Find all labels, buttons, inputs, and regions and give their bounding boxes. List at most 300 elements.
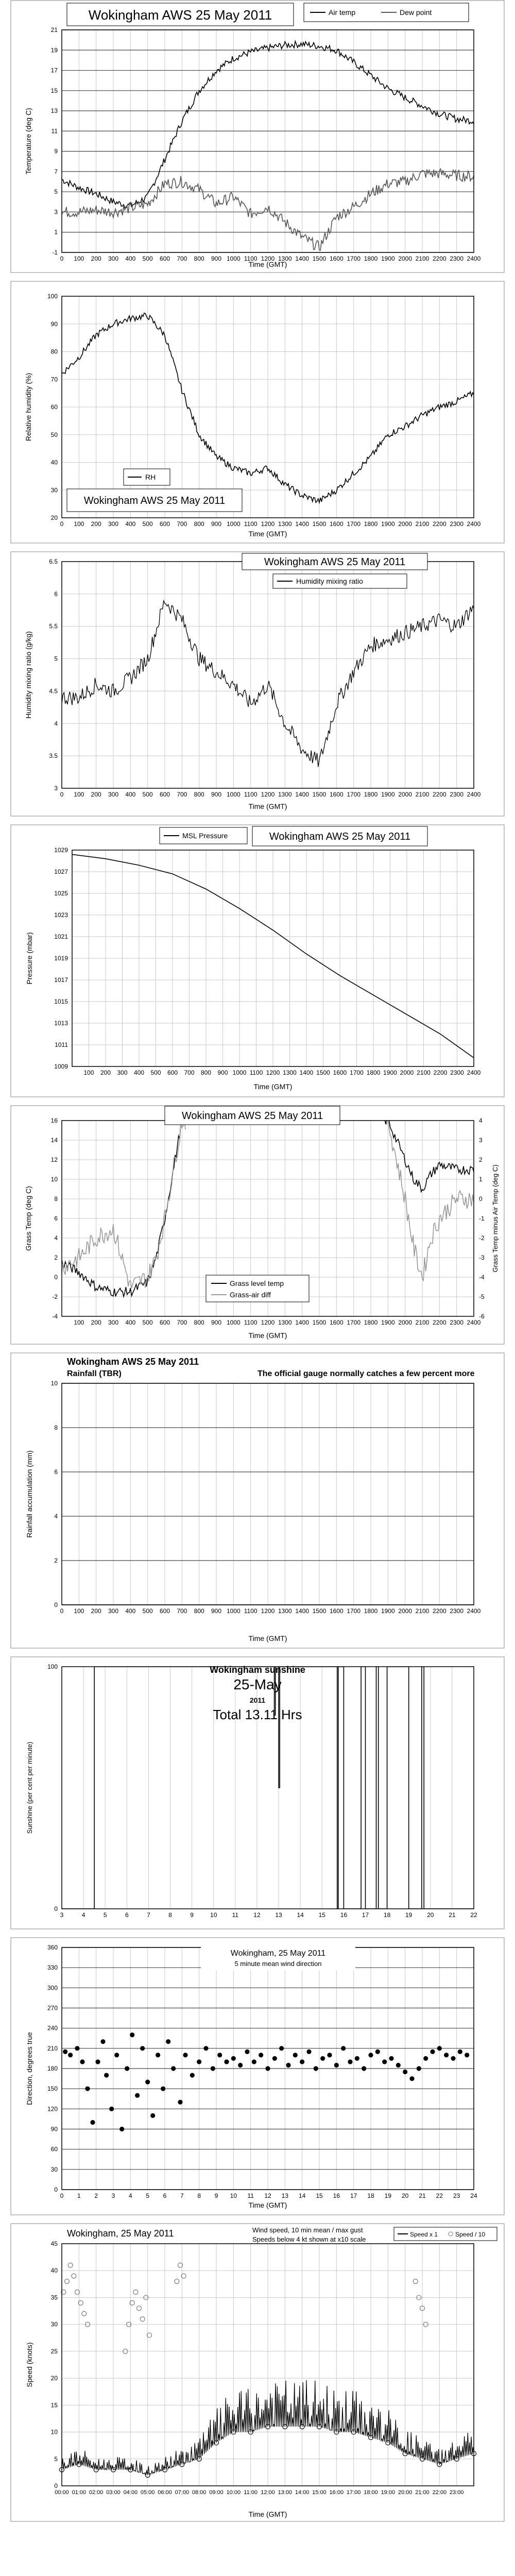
direction-point [115,2053,119,2057]
x-tick-label: 7 [180,2192,184,2199]
x-tick-label: 1100 [244,1319,258,1326]
x-tick-label: 22:00 [432,2489,447,2496]
x-tick-label: 2200 [432,1319,447,1326]
x-tick-label: 10 [230,2192,237,2199]
chart-frame [11,825,504,1097]
x-tick-label: 200 [91,520,101,528]
x-tick-label: 06:00 [158,2489,172,2496]
chart-frame [11,1106,504,1344]
x-tick-label: 700 [177,520,187,528]
x-tick-label: 0 [60,791,64,798]
y-tick-label: 35 [50,2294,58,2301]
x-tick-label: 14 [297,1911,304,1919]
x-tick-label: 2400 [467,255,481,262]
y2-tick-label: -5 [479,1293,485,1300]
direction-point [410,2077,414,2081]
x-tick-label: 5 [146,2192,150,2199]
x-tick-label: 9 [190,1911,194,1919]
x-tick-label: 8 [197,2192,201,2199]
x-tick-label: 2400 [467,1069,481,1076]
y-tick-label: 1023 [54,911,68,919]
x-tick-label: 16 [340,1911,348,1919]
direction-point [171,2066,176,2071]
x-tick-label: 900 [211,791,222,798]
x-tick-label: 2200 [433,1069,448,1076]
y-tick-label: 60 [50,403,58,411]
y-tick-label: 5.5 [49,622,58,630]
direction-point [300,2060,304,2064]
direction-point [280,2046,284,2050]
x-tick-label: 15 [318,1911,325,1919]
x-tick-label: 14 [298,2192,306,2199]
x-tick-label: 1700 [350,1069,364,1076]
x-tick-label: 1300 [278,255,292,262]
x-tick-label: 2000 [400,1069,414,1076]
x-tick-label: 6 [163,2192,167,2199]
y-tick-label: 210 [47,2044,58,2052]
x-tick-label: 400 [133,1069,145,1076]
y-axis-label: Rainfall accumulation (mm) [25,1450,33,1538]
y-tick-label: 1017 [54,976,68,984]
direction-point [328,2053,332,2057]
direction-point [348,2060,352,2064]
direction-point [245,2049,249,2054]
chart-title: Wokingham AWS 25 May 2011 [269,831,411,842]
x-axis-label: Time (GMT) [248,2510,287,2518]
y-tick-label: 1009 [54,1063,68,1070]
y-tick-label: 1021 [54,933,68,940]
x-tick-label: 2 [94,2192,98,2199]
y2-tick-label: -4 [479,1274,485,1281]
legend-label-rh: RH [145,473,156,481]
y-tick-label: 4 [54,720,58,727]
x-tick-label: 0 [60,520,64,528]
x-tick-label: 22 [470,1911,477,1919]
x-tick-label: 17:00 [346,2489,361,2496]
y-tick-label: 60 [50,2145,58,2153]
y-tick-label: 1025 [54,890,68,897]
x-tick-label: 2200 [432,1607,447,1615]
y-tick-label: 10 [50,2428,58,2436]
x-tick-label: 1300 [278,791,292,798]
x-tick-label: 13 [275,1911,282,1919]
chart-title: Wokingham, 25 May 2011 [230,1949,326,1958]
x-tick-label: 2300 [450,791,464,798]
x-tick-label: 1400 [299,1069,314,1076]
grass-temp-chart-panel [10,1105,505,1345]
direction-point [135,2093,140,2097]
x-tick-label: 1700 [347,1319,361,1326]
x-tick-label: 600 [159,255,170,262]
x-tick-label: 2200 [432,255,447,262]
wind-speed-chart-panel [10,2223,505,2522]
direction-point [101,2040,105,2044]
pressure-chart [10,824,505,1097]
y-tick-label: 3 [54,785,58,792]
x-tick-label: 800 [194,1319,204,1326]
x-tick-label: 800 [194,520,204,528]
y-tick-label: 15 [50,87,58,94]
direction-point [424,2056,428,2060]
x-tick-label: 1200 [261,791,275,798]
y2-tick-label: -3 [479,1254,485,1261]
x-tick-label: 200 [91,255,101,262]
y2-tick-label: 2 [479,1156,483,1163]
sunshine-total: Total 13.11 Hrs [213,1707,302,1722]
x-tick-label: 2100 [415,791,430,798]
y-tick-label: 4 [54,1513,58,1520]
x-tick-label: 2100 [415,255,430,262]
y-axis-label: Sunshine (per cent per minute) [26,1741,33,1834]
x-tick-label: 1300 [278,520,292,528]
y-axis-label: Relative humidity (%) [24,372,32,442]
x-tick-label: 1400 [295,791,310,798]
y-tick-label: 90 [50,320,58,328]
y-axis-label: Pressure (mbar) [25,932,33,985]
direction-point [125,2066,129,2071]
x-tick-label: 3 [60,1911,64,1919]
x-tick-label: 700 [177,255,187,262]
y-tick-label: 21 [50,26,58,33]
x-tick-label: 15 [316,2192,323,2199]
x-tick-label: 200 [91,1319,101,1326]
chart-subtitle: 25-May [233,1676,282,1692]
y-tick-label: 30 [50,486,58,494]
x-tick-label: 1900 [381,1319,395,1326]
x-tick-label: 20 [427,1911,434,1919]
x-tick-label: 1700 [347,255,361,262]
x-tick-label: 1900 [381,520,395,528]
x-tick-label: 2000 [398,520,413,528]
x-tick-label: 17 [350,2192,357,2199]
x-tick-label: 1200 [261,520,275,528]
y-tick-label: 330 [47,1964,58,1972]
direction-point [161,2087,165,2091]
x-tick-label: 1300 [278,1319,292,1326]
x-tick-label: 700 [177,791,187,798]
x-tick-label: 1200 [261,1319,275,1326]
sunshine-chart [10,1656,505,1929]
x-tick-label: 1400 [295,1607,310,1615]
x-tick-label: 1000 [226,1607,241,1615]
x-tick-label: 600 [159,1319,170,1326]
chart-note: Speeds below 4 kt shown at x10 scale [252,2235,366,2243]
direction-point [431,2049,435,2054]
x-tick-label: 1 [77,2192,81,2199]
direction-point [151,2113,155,2117]
y-tick-label: 16 [50,1117,58,1124]
direction-point [156,2053,160,2057]
x-tick-label: 1100 [244,520,258,528]
chart-subtitle: Rainfall (TBR) [67,1369,122,1378]
x-tick-label: 200 [100,1069,111,1076]
y2-tick-label: 3 [479,1137,483,1144]
y2-tick-label: 1 [479,1176,483,1183]
x-tick-label: 2300 [450,255,464,262]
y-tick-label: 0 [54,2186,58,2193]
x-tick-label: 1200 [266,1069,280,1076]
direction-point [80,2060,84,2064]
x-tick-label: 1800 [366,1069,381,1076]
direction-point [63,2049,67,2054]
x-tick-label: 7 [147,1911,150,1919]
x-tick-label: 1200 [261,1607,275,1615]
x-tick-label: 500 [142,255,153,262]
mixing-ratio-chart-panel [10,551,505,817]
y-tick-label: -2 [52,1293,58,1300]
direction-point [110,2107,114,2111]
x-tick-label: 21:00 [415,2489,430,2496]
chart-title: Wokingham AWS 25 May 2011 [67,1357,199,1367]
x-tick-label: 900 [211,1319,222,1326]
x-tick-label: 0 [60,2192,64,2199]
x-tick-label: 1400 [295,1319,310,1326]
direction-point [75,2046,79,2050]
direction-point [396,2063,400,2067]
x-tick-label: 300 [108,1319,119,1326]
x-tick-label: 22 [436,2192,443,2199]
y-tick-label: 20 [50,514,58,521]
direction-point [204,2046,208,2050]
x-tick-label: 1500 [312,1319,327,1326]
x-tick-label: 300 [117,1069,128,1076]
x-tick-label: 1500 [312,1607,327,1615]
x-tick-label: 1500 [316,1069,330,1076]
x-tick-label: 1100 [249,1069,263,1076]
direction-point [293,2053,297,2057]
x-tick-label: 11 [247,2192,254,2199]
y-tick-label: 12 [50,1156,58,1163]
x-tick-label: 2400 [467,791,481,798]
chart-title: Wokingham sunshine [210,1665,305,1675]
x-tick-label: 3 [111,2192,115,2199]
direction-point [166,2040,170,2044]
x-tick-label: 2000 [398,255,413,262]
sunshine-chart-panel [10,1656,505,1929]
x-axis-label: Time (GMT) [248,1331,287,1340]
chart-frame [11,1353,504,1648]
x-axis-label: Time (GMT) [253,1082,293,1091]
chart-frame [11,1938,504,2215]
wind-direction-chart [10,1937,505,2215]
chart-subtitle: Wind speed, 10 min mean / max gust [252,2226,363,2234]
x-tick-label: 1000 [226,520,241,528]
x-tick-label: 0 [60,255,64,262]
direction-point [211,2066,215,2071]
x-tick-label: 2200 [432,520,447,528]
x-tick-label: 700 [177,1607,187,1615]
x-tick-label: 100 [74,791,84,798]
grass-temperature-chart [10,1105,505,1345]
y-tick-label: 6 [54,590,58,598]
x-tick-label: 1600 [329,520,344,528]
direction-point [465,2053,469,2057]
x-tick-label: 2000 [398,1319,413,1326]
x-tick-label: 19 [384,2192,392,2199]
y-tick-label: 1 [54,228,58,236]
chart-title: Wokingham AWS 25 May 2011 [83,495,226,506]
legend-label-dew-point: Dew point [400,8,432,16]
legend-label-speed-div10: Speed / 10 [455,2231,486,2238]
y-tick-label: 270 [47,2004,58,2012]
legend-label-grass-level-temp: Grass level temp [230,1279,284,1287]
y-tick-label: 1027 [54,868,68,875]
direction-point [197,2060,201,2064]
x-tick-label: 300 [108,791,119,798]
x-tick-label: 700 [177,1319,187,1326]
x-tick-label: 16 [333,2192,340,2199]
y-tick-label: 20 [50,2375,58,2382]
x-tick-label: 1000 [226,791,241,798]
direction-point [178,2100,182,2104]
y-tick-label: 1011 [55,1041,68,1048]
chart-frame [11,552,504,816]
legend-label-grass-air-diff: Grass-air diff [230,1291,271,1299]
direction-point [238,2063,243,2067]
chart-year: 2011 [249,1696,266,1704]
x-tick-label: 400 [125,1319,136,1326]
x-tick-label: 400 [125,520,136,528]
direction-point [458,2049,462,2054]
x-tick-label: 1600 [329,1319,344,1326]
x-tick-label: 500 [150,1069,161,1076]
y-tick-label: 0 [54,1274,58,1281]
y-tick-label: 30 [50,2165,58,2173]
x-tick-label: 12:00 [261,2489,275,2496]
y-tick-label: 120 [47,2105,58,2113]
x-tick-label: 10 [210,1911,217,1919]
y2-axis-label: Grass Temp minus Air Temp (deg C) [491,1164,499,1273]
direction-point [389,2056,393,2060]
direction-point [286,2063,290,2067]
y-tick-label: 2 [54,1254,58,1261]
x-tick-label: 1700 [347,1607,361,1615]
y-tick-label: 0 [54,2482,58,2489]
x-tick-label: 13:00 [278,2489,293,2496]
x-tick-label: 15:00 [312,2489,327,2496]
y-tick-label: 50 [50,431,58,438]
x-tick-label: 300 [108,520,119,528]
x-tick-label: 23 [453,2192,460,2199]
x-tick-label: 400 [125,255,136,262]
pressure-chart-panel [10,824,505,1097]
x-tick-label: 600 [159,791,170,798]
y-tick-label: 5 [54,188,58,196]
x-tick-label: 900 [211,520,222,528]
x-tick-label: 14:00 [295,2489,310,2496]
y2-tick-label: 4 [479,1117,483,1124]
x-tick-label: 1100 [244,791,258,798]
direction-point [120,2127,124,2131]
x-tick-label: 1800 [364,255,378,262]
direction-point [141,2046,145,2050]
y-tick-label: 9 [54,147,58,155]
x-tick-label: 1600 [329,791,344,798]
x-tick-label: 300 [108,255,119,262]
x-tick-label: 400 [125,1607,136,1615]
direction-point [252,2060,256,2064]
legend-label-speed-x1: Speed x 1 [410,2231,438,2238]
x-tick-label: 0 [60,1607,64,1615]
x-tick-label: 19 [405,1911,413,1919]
x-tick-label: 1000 [226,255,241,262]
x-tick-label: 700 [184,1069,195,1076]
x-tick-label: 500 [142,1607,153,1615]
x-tick-label: 900 [217,1069,228,1076]
direction-point [369,2053,373,2057]
x-tick-label: 500 [142,791,153,798]
direction-point [85,2087,90,2091]
x-tick-label: 1400 [295,255,310,262]
direction-point [68,2053,73,2057]
x-tick-label: 24 [470,2192,477,2199]
y-tick-label: 150 [47,2085,58,2093]
x-tick-label: 900 [211,1607,222,1615]
x-tick-label: 9 [214,2192,218,2199]
x-tick-label: 11:00 [244,2489,258,2496]
x-tick-label: 00:00 [55,2489,69,2496]
wind-speed-chart [10,2223,505,2522]
x-tick-label: 1500 [312,255,327,262]
rainfall-chart-panel [10,1352,505,1649]
y-tick-label: 100 [47,1663,58,1670]
y-tick-label: 5 [54,2455,58,2463]
chart-title: Wokingham AWS 25 May 2011 [88,7,272,23]
x-tick-label: 100 [74,1607,84,1615]
x-tick-label: 19:00 [381,2489,396,2496]
y-tick-label: 240 [47,2024,58,2032]
x-tick-label: 20:00 [398,2489,413,2496]
x-tick-label: 04:00 [123,2489,138,2496]
y-tick-label: 4.5 [49,687,58,695]
y-tick-label: 0 [54,1905,58,1912]
x-tick-label: 900 [211,255,222,262]
y-tick-label: 7 [54,167,58,175]
direction-point [105,2073,109,2077]
x-tick-label: 1800 [364,1607,378,1615]
y-tick-label: 1029 [54,846,68,854]
chart-title: Wokingham, 25 May 2011 [67,2228,174,2239]
x-tick-label: 800 [200,1069,212,1076]
x-tick-label: 1100 [244,1607,258,1615]
y-tick-label: 6.5 [49,558,58,565]
y2-tick-label: -2 [479,1234,485,1242]
chart-annotation: The official gauge normally catches a few percent more [258,1369,475,1378]
direction-point [231,2056,235,2060]
x-tick-label: 03:00 [106,2489,121,2496]
x-tick-label: 2000 [398,791,413,798]
y-tick-label: 300 [47,1984,58,1992]
x-tick-label: 12 [253,1911,261,1919]
x-tick-label: 100 [74,520,84,528]
mixing-ratio-chart [10,551,505,817]
y-tick-label: 11 [51,127,58,135]
chart-frame [11,2224,504,2521]
x-tick-label: 1200 [261,255,275,262]
x-tick-label: 2300 [450,1069,464,1076]
x-tick-label: 01:00 [72,2489,87,2496]
y-tick-label: -1 [52,249,58,256]
x-tick-label: 1100 [244,255,258,262]
chart-subtitle: 5 minute mean wind direction [234,1960,322,1968]
x-tick-label: 21 [419,2192,426,2199]
x-tick-label: 200 [91,791,101,798]
temperature-chart [10,0,505,273]
x-tick-label: 100 [74,1319,84,1326]
x-tick-label: 2400 [467,1319,481,1326]
y-tick-label: 40 [50,2267,58,2275]
y-tick-label: 80 [50,348,58,355]
